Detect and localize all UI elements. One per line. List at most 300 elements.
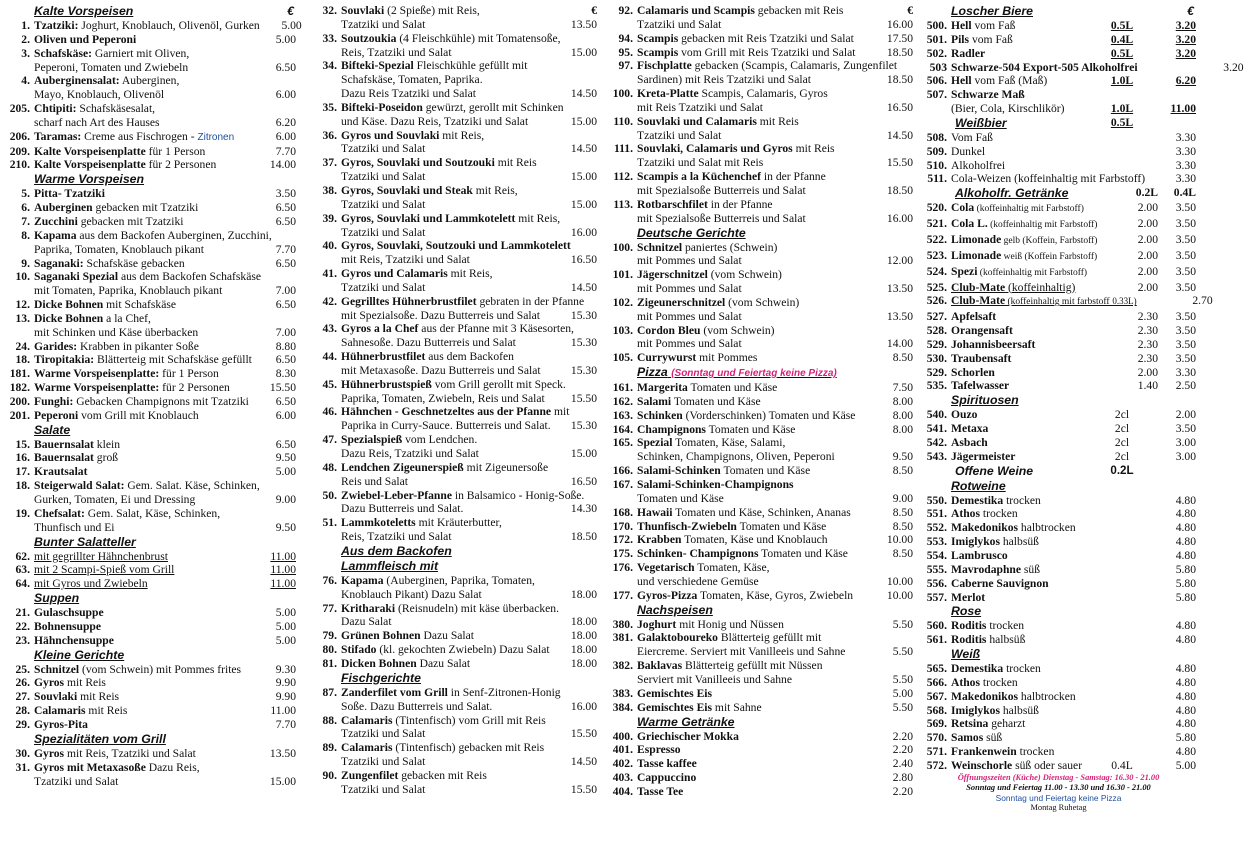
- item-description: [951, 507, 1154, 521]
- item-description: [341, 433, 555, 447]
- menu-item: [311, 516, 597, 530]
- menu-item: [4, 438, 296, 452]
- section-title: Deutsche Gerichte: [637, 225, 746, 240]
- item-name: Zigeunerschnitzel: [637, 295, 726, 309]
- item-price: 5.80: [1175, 590, 1196, 604]
- item-number: 402.: [612, 757, 633, 771]
- menu-item: [4, 367, 296, 381]
- section-heading: [607, 365, 913, 381]
- item-price: 14.50: [570, 142, 597, 156]
- menu-item: [921, 494, 1196, 508]
- item-name: Griechischer Mokka: [637, 729, 739, 743]
- item-name: Funghi:: [34, 394, 74, 408]
- menu-item: [921, 507, 1196, 521]
- item-details: halbtrocken: [1018, 689, 1076, 703]
- menu-item: [311, 657, 597, 671]
- item-number: 77.: [322, 601, 337, 615]
- item-number: 44.: [322, 350, 337, 364]
- item-number: 555.: [926, 562, 947, 576]
- item-prices: [1120, 379, 1196, 393]
- section-heading: [921, 4, 1196, 19]
- item-description: [34, 243, 254, 257]
- item-details: mit Spezialsoße Butterreis und Salat: [637, 211, 806, 225]
- item-number: 565.: [926, 662, 947, 676]
- item-price: [555, 461, 597, 475]
- item-name: Cola L.: [951, 217, 988, 231]
- menu-item: [607, 618, 913, 632]
- item-price: 5.00: [892, 686, 913, 700]
- menu-item: [607, 589, 913, 603]
- item-number: 560.: [926, 619, 947, 633]
- item-details: Schafskäse, Tomaten, Paprika.: [341, 73, 483, 87]
- menu-item: [4, 130, 296, 145]
- item-price: 13.50: [269, 746, 296, 760]
- item-description: [637, 310, 871, 324]
- menu-item-continuation: [311, 588, 597, 602]
- item-price: 12.00: [886, 254, 913, 268]
- item-description: [637, 282, 871, 296]
- item-name: Schwarze-504 Export-505 Alkoholfrei: [951, 60, 1138, 74]
- item-details: mit Pommes: [696, 351, 758, 365]
- section-heading: [4, 648, 296, 663]
- item-description: [951, 662, 1154, 676]
- item-description: [341, 73, 555, 87]
- item-price: 6.00: [275, 408, 296, 422]
- item-number: 1.: [21, 19, 30, 32]
- item-description: [34, 438, 254, 452]
- section-title: Fischgerichte: [341, 670, 421, 685]
- item-number: 520.: [926, 201, 947, 215]
- item-details: Blätterteig mit Schafskäse gefüllt: [94, 353, 252, 367]
- item-price: 16.00: [570, 699, 597, 713]
- item-description: [637, 395, 871, 409]
- item-details: vom Faß (Maß): [971, 74, 1048, 88]
- item-prices: [1120, 233, 1196, 249]
- item-number: 3.: [21, 46, 30, 60]
- item-details: mit Schinken und Käse überbacken: [34, 325, 199, 339]
- item-details: Garniert mit Oliven,: [91, 46, 190, 60]
- item-description: [341, 502, 555, 516]
- item-number: 50.: [322, 488, 337, 502]
- portion-size: 2cl: [1114, 449, 1130, 463]
- item-price: 8.50: [892, 351, 913, 365]
- item-details: Tomaten und Käse, Schinken, Ananas: [672, 505, 851, 519]
- item-price: 2.20: [892, 743, 913, 757]
- item-name: Zanderfilet vom Grill: [341, 685, 448, 699]
- item-description: [341, 350, 555, 364]
- item-description: [34, 47, 254, 61]
- portion-size: 0.5L: [1110, 19, 1134, 32]
- item-number: 24.: [15, 339, 30, 353]
- item-description: [637, 450, 871, 464]
- item-description: [341, 253, 555, 267]
- section-heading: [607, 226, 913, 241]
- item-price: 5.00: [275, 606, 296, 620]
- menu-item: [921, 676, 1196, 690]
- item-description: [34, 507, 254, 521]
- section-title-wrap: [921, 186, 1120, 201]
- item-details: (vom Schwein) mit Pommes frites: [79, 662, 242, 676]
- price-large: 3.50: [1175, 232, 1196, 246]
- item-description: [951, 159, 1154, 173]
- item-description: [341, 226, 555, 240]
- item-description: [951, 731, 1154, 745]
- item-details: süß: [1021, 562, 1041, 576]
- item-description: [951, 338, 1120, 352]
- item-description: [637, 785, 871, 799]
- item-price: 9.90: [275, 690, 296, 704]
- portion-size: [1090, 88, 1154, 102]
- menu-item: [921, 33, 1196, 47]
- opening-hours-line: Sonntag und Feiertag 11.00 - 13.30 und 16.30 - 21.00: [966, 782, 1151, 792]
- menu-item-continuation: [311, 73, 597, 87]
- item-price: [871, 115, 913, 129]
- item-details: Blätterteig gefüllt mit Nüssen: [682, 659, 823, 673]
- item-details: mit Sahne: [712, 700, 762, 714]
- section-heading: [921, 604, 1196, 619]
- menu-item: [607, 46, 913, 60]
- item-name: Scampis: [637, 31, 679, 45]
- item-details: Reis, Tzatziki und Salat: [341, 45, 452, 59]
- item-description: [637, 198, 871, 212]
- item-number: 18.: [15, 353, 30, 367]
- menu-column-1: [4, 4, 302, 845]
- item-number: 404.: [612, 784, 633, 798]
- item-price: 5.00: [275, 32, 296, 46]
- menu-item: [921, 172, 1196, 186]
- item-price: 11.00: [270, 577, 296, 591]
- currency-symbol: €: [287, 4, 294, 18]
- item-description: [951, 294, 1137, 310]
- menu-item: [311, 267, 597, 281]
- item-price: 4.80: [1175, 493, 1196, 507]
- item-name: Gyros a la Chef: [341, 322, 419, 336]
- menu-item-continuation: [311, 142, 597, 156]
- item-name: Gyros, Souvlaki und Steak: [341, 183, 473, 197]
- menu-item: [607, 730, 913, 744]
- item-name: Oliven und Peperoni: [34, 32, 137, 46]
- menu-item: [4, 145, 296, 159]
- item-price: 15.00: [570, 45, 597, 59]
- menu-item: [4, 451, 296, 465]
- section-heading: [4, 732, 296, 747]
- item-price: 15.30: [570, 363, 597, 377]
- menu-item: [311, 629, 597, 643]
- item-name: Merlot: [951, 590, 986, 604]
- item-description: [637, 436, 871, 450]
- item-number: 566.: [926, 675, 947, 689]
- menu-item-continuation: [607, 282, 913, 296]
- item-description: [951, 201, 1120, 217]
- item-description: [637, 142, 871, 156]
- portion-size: 2cl: [1114, 435, 1130, 449]
- item-name: Weinschorle: [951, 758, 1013, 772]
- item-name: Gegrilltes Hühnerbrustfilet: [341, 294, 477, 308]
- item-number: 94.: [618, 31, 633, 45]
- item-price: 16.50: [570, 253, 597, 267]
- item-prices: [1120, 249, 1196, 265]
- item-number: 502.: [926, 46, 947, 60]
- menu-item: [4, 563, 296, 577]
- item-price: 7.70: [275, 144, 296, 158]
- item-details: mit Honig und Nüssen: [676, 617, 784, 631]
- item-name: Bifteki-Poseidon: [341, 100, 423, 114]
- item-name: Tasse Tee: [637, 784, 684, 798]
- item-details: Paprika, Tomaten, Zwiebeln, Reis und Salat: [341, 391, 545, 405]
- item-description: [637, 296, 871, 310]
- item-price: [261, 270, 303, 284]
- item-details: Thunfisch und Ei: [34, 520, 115, 534]
- menu-item: [921, 717, 1196, 731]
- item-name: Club-Mate: [951, 280, 1006, 294]
- item-details: halbtrocken: [1018, 521, 1076, 535]
- menu-item: [921, 74, 1196, 88]
- item-description: [637, 423, 871, 437]
- item-details: (2 Spieße) mit Reis,: [384, 4, 480, 17]
- item-price: 13.50: [570, 17, 597, 31]
- item-price: [871, 87, 913, 101]
- item-details: (vom Schwein): [707, 268, 782, 282]
- item-number: 29.: [15, 717, 30, 731]
- menu-item: [4, 620, 296, 634]
- item-number: 529.: [926, 365, 947, 379]
- item-description: [34, 676, 254, 690]
- item-number: 21.: [15, 606, 30, 620]
- section-heading: [311, 559, 597, 574]
- menu-item: [921, 731, 1196, 745]
- menu-item: [921, 265, 1196, 281]
- item-description: [951, 88, 1090, 102]
- item-name: Salami-Schinken-Champignons: [637, 478, 794, 491]
- item-number: 22.: [15, 619, 30, 633]
- item-number: 26.: [15, 676, 30, 690]
- item-price: 7.00: [275, 284, 296, 298]
- item-description: [341, 378, 566, 392]
- item-number: 530.: [926, 351, 947, 365]
- menu-item-continuation: [607, 212, 913, 226]
- item-name: Dicken Bohnen: [341, 656, 417, 670]
- menu-item: [921, 294, 1213, 310]
- menu-item: [921, 217, 1196, 233]
- item-number: 13.: [15, 311, 30, 325]
- item-name: Lammkoteletts: [341, 516, 416, 530]
- menu-item: [4, 507, 296, 521]
- item-price: [555, 741, 597, 755]
- section-title: Rotweine: [951, 478, 1006, 493]
- item-details: Joghurt, Knoblauch, Olivenöl, Gurken: [78, 19, 260, 32]
- item-number: 42.: [322, 294, 337, 308]
- item-description: [637, 268, 871, 282]
- item-number: 526.: [926, 294, 947, 308]
- price-large: 3.30: [1175, 365, 1196, 379]
- item-name: Chefsalat:: [34, 506, 85, 520]
- item-details: Soße. Dazu Butterreis und Salat.: [341, 699, 493, 713]
- item-details: (Auberginen, Paprika, Tomaten,: [383, 573, 535, 587]
- item-details: (Tintenfisch) vom Grill mit Reis: [392, 713, 546, 727]
- menu-item: [921, 591, 1196, 605]
- item-number: 51.: [322, 516, 337, 530]
- item-price: 18.50: [886, 183, 913, 197]
- item-number: 76.: [322, 573, 337, 587]
- price-small: 2.00: [1137, 248, 1158, 262]
- item-number: 553.: [926, 535, 947, 549]
- item-price: 8.50: [892, 464, 913, 478]
- item-price: 14.50: [570, 87, 597, 101]
- item-description: [34, 74, 254, 88]
- item-price: 2.40: [892, 757, 913, 771]
- menu-item-continuation: [311, 783, 597, 797]
- item-name: Frankenwein: [951, 745, 1017, 759]
- menu-item: [921, 704, 1196, 718]
- item-price: [272, 229, 314, 243]
- menu-item: [4, 257, 296, 271]
- item-description: [951, 61, 1138, 75]
- item-price: 10.00: [886, 588, 913, 602]
- item-number: 97.: [618, 59, 633, 73]
- price-small: 2.00: [1137, 201, 1158, 215]
- menu-item: [921, 633, 1196, 647]
- menu-item: [4, 761, 296, 775]
- menu-item-continuation: [4, 521, 296, 535]
- item-name: Vegetarisch: [637, 561, 695, 575]
- item-details: Alkoholfrei: [951, 158, 1006, 172]
- item-price: 18.50: [886, 45, 913, 59]
- menu-item-continuation: [311, 755, 597, 769]
- item-name: Athos: [951, 507, 980, 521]
- item-price: [555, 350, 597, 364]
- menu-item-continuation: [311, 392, 597, 406]
- section-heading: [311, 544, 597, 559]
- item-prices: [1137, 294, 1213, 310]
- item-details: Tomaten, Käse, Gyros, Zwiebeln: [697, 588, 854, 602]
- item-price: 17.50: [886, 31, 913, 45]
- item-price: 3.00: [1175, 449, 1196, 463]
- price-small: 2.00: [1137, 217, 1158, 231]
- item-price: 9.90: [275, 676, 296, 690]
- item-price: 15.00: [570, 114, 597, 128]
- item-price: 13.50: [886, 282, 913, 296]
- item-description: [637, 4, 871, 18]
- item-description: [341, 405, 569, 419]
- item-description: [34, 257, 254, 271]
- item-description: [637, 254, 871, 268]
- item-number: 34.: [322, 59, 337, 73]
- item-number: 47.: [322, 433, 337, 447]
- item-description: [951, 366, 1120, 380]
- item-description: [637, 757, 871, 771]
- item-number: 81.: [322, 656, 337, 670]
- item-details: Reis, Tzatziki und Salat: [341, 530, 452, 544]
- item-name: Tafelwasser: [951, 379, 1010, 393]
- item-price: 11.00: [270, 704, 296, 718]
- item-name: Johannisbeersaft: [951, 337, 1036, 351]
- price-large: 3.50: [1175, 337, 1196, 351]
- item-description: [34, 284, 254, 298]
- item-price: 15.00: [269, 774, 296, 788]
- item-price: 3.50: [275, 187, 296, 201]
- item-details: (Vorderschinken) Tomaten und Käse: [682, 408, 856, 422]
- item-number: 9.: [21, 256, 30, 270]
- item-description: [34, 606, 254, 620]
- price-large: 3.50: [1175, 264, 1196, 278]
- item-number: 383.: [612, 686, 633, 700]
- item-price: 4.80: [1175, 675, 1196, 689]
- section-title: Spirituosen: [951, 393, 1019, 408]
- price-large: 3.50: [1175, 324, 1196, 338]
- item-number: 4.: [21, 74, 30, 88]
- item-number: 103.: [612, 323, 633, 337]
- menu-item-continuation: [311, 115, 597, 129]
- item-description: [341, 87, 555, 101]
- item-details: Dazu Reis,: [145, 760, 200, 774]
- item-name: Margerita: [637, 381, 688, 395]
- item-description: [34, 465, 254, 479]
- item-number: 541.: [926, 422, 947, 436]
- item-description: [637, 73, 871, 87]
- menu-item: [921, 310, 1196, 324]
- item-details: Tomaten und Käse: [687, 381, 778, 395]
- item-number: 10.: [15, 270, 30, 284]
- size-small: 0.2L: [1135, 186, 1158, 200]
- item-description: [341, 212, 560, 226]
- menu-item: [607, 296, 913, 310]
- section-heading: [921, 647, 1196, 662]
- item-name: Souvlaki: [34, 690, 78, 704]
- item-details: scharf nach Art des Hauses: [34, 115, 160, 129]
- portion-size: 1.0L: [1110, 102, 1134, 116]
- item-details: Tomaten und Käse: [637, 491, 724, 505]
- section-heading: [4, 423, 296, 438]
- item-description: [34, 19, 260, 33]
- item-details: aus der Pfanne mit 3 Käsesorten,: [418, 322, 574, 336]
- item-price: 18.00: [570, 587, 597, 601]
- item-price: 5.50: [892, 617, 913, 631]
- item-description: [341, 309, 555, 323]
- item-number: 92.: [618, 4, 633, 17]
- item-details: Eiercreme. Serviert mit Vanilleeis und Sahne: [637, 645, 846, 659]
- item-number: 102.: [612, 295, 633, 309]
- item-prices: [1120, 366, 1196, 380]
- item-details: mit Tomaten, Paprika, Knoblauch pikant: [34, 284, 223, 298]
- item-description: [341, 700, 555, 714]
- menu-item-continuation: [4, 493, 296, 507]
- menu-item-continuation: [607, 450, 913, 464]
- item-name: Hell: [951, 74, 972, 88]
- item-name: Salami: [637, 394, 672, 408]
- menu-item-continuation: [311, 502, 597, 516]
- item-description: [341, 336, 555, 350]
- item-price: [559, 602, 601, 616]
- item-details: für 1 Person: [145, 144, 206, 158]
- item-name: Orangensaft: [951, 324, 1013, 338]
- item-description: [341, 741, 555, 755]
- menu-item-continuation: [4, 284, 296, 298]
- item-description: [341, 447, 555, 461]
- item-number: 523.: [926, 248, 947, 262]
- item-details: Tzatziki und Salat: [341, 782, 426, 796]
- item-description: [637, 170, 871, 184]
- item-details: Schafskäsesalat,: [76, 102, 156, 116]
- item-description: [341, 475, 555, 489]
- item-number: 45.: [322, 377, 337, 391]
- item-price: [569, 405, 611, 419]
- item-price: 4.80: [1175, 619, 1196, 633]
- item-price: [555, 516, 597, 530]
- menu-item-continuation: [607, 310, 913, 324]
- item-prices: [1120, 217, 1196, 233]
- item-description: [341, 615, 555, 629]
- item-name: Gyros-Pizza: [637, 588, 698, 602]
